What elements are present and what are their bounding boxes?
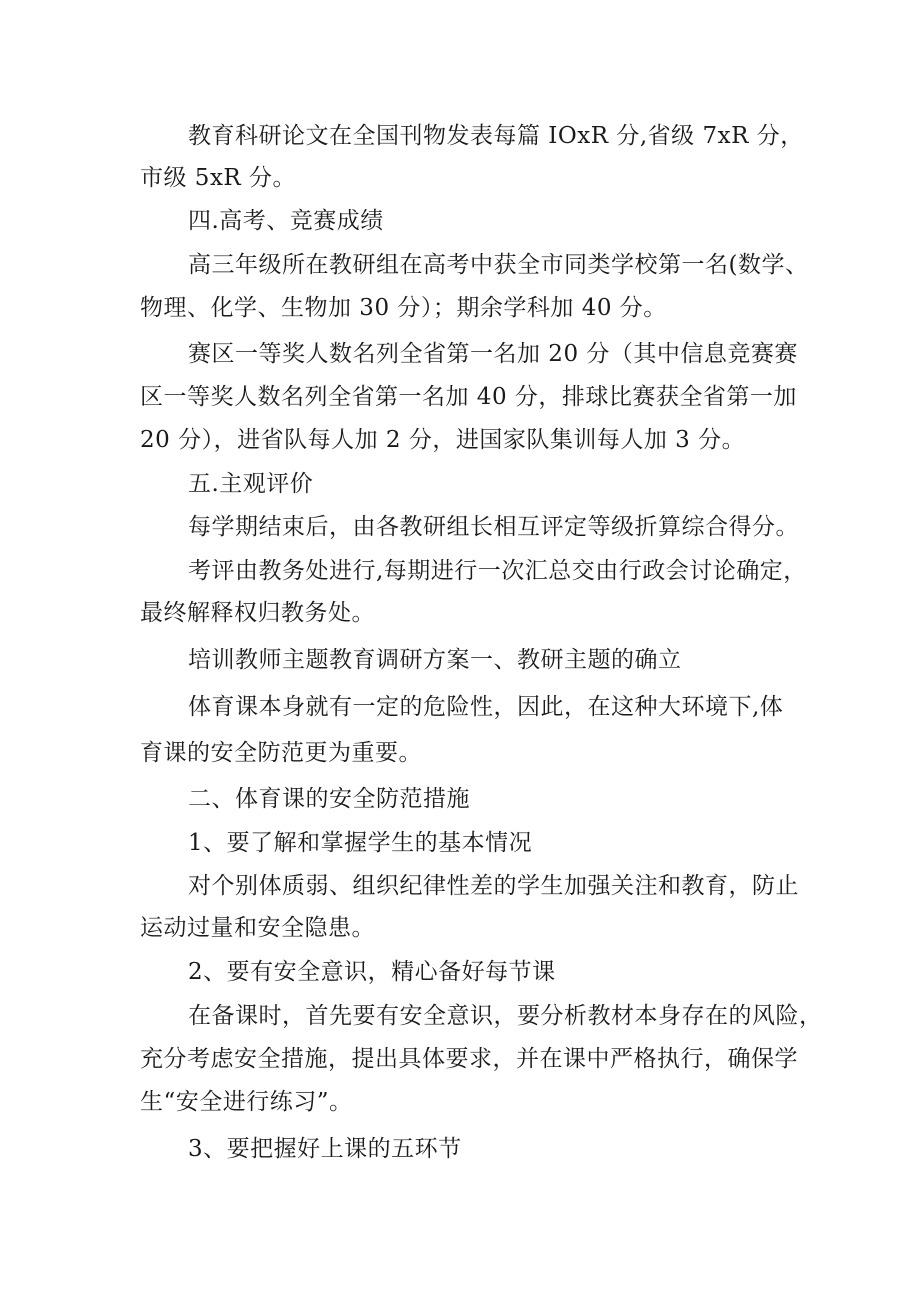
subsection-heading: 2、要有安全意识，精心备好每节课 bbox=[188, 959, 556, 985]
subsection-heading: 3、要把握好上课的五环节 bbox=[188, 1136, 462, 1162]
text-line: 区一等奖人数名列全省第一名加 40 分，排球比赛获全省第一加 bbox=[140, 384, 797, 410]
text-line: 运动过量和安全隐患。 bbox=[140, 915, 375, 941]
text-line: 育课的安全防范更为重要。 bbox=[140, 740, 422, 766]
text-line: 在备课时，首先要有安全意识，要分析教材本身存在的风险， bbox=[188, 1003, 823, 1029]
section-heading: 二、体育课的安全防范措施 bbox=[188, 786, 470, 812]
section-heading: 四.高考、竞赛成绩 bbox=[188, 208, 384, 234]
text-line: 充分考虑安全措施，提出具体要求，并在课中严格执行，确保学 bbox=[140, 1046, 798, 1072]
text-line: 考评由教务处进行,每期进行一次汇总交由行政会讨论确定， bbox=[188, 558, 807, 584]
text-line: 教育科研论文在全国刊物发表每篇 IOxR 分,省级 7xR 分， bbox=[188, 123, 804, 149]
text-line: 物理、化学、生物加 30 分）；期余学科加 40 分。 bbox=[140, 295, 667, 321]
text-line: 高三年级所在教研组在高考中获全市同类学校第一名(数学、 bbox=[188, 252, 809, 278]
text-line: 20 分），进省队每人加 2 分，进国家队集训每人加 3 分。 bbox=[140, 427, 746, 453]
text-line: 市级 5xR 分。 bbox=[140, 165, 297, 191]
section-heading: 五.主观评价 bbox=[188, 471, 314, 497]
text-line: 赛区一等奖人数名列全省第一名加 20 分（其中信息竞赛赛 bbox=[188, 341, 798, 367]
text-line: 生“安全进行练习”。 bbox=[140, 1089, 353, 1115]
text-line: 最终解释权归教务处。 bbox=[140, 600, 375, 626]
section-heading: 培训教师主题教育调研方案一、教研主题的确立 bbox=[188, 647, 682, 673]
text-line: 对个别体质弱、组织纪律性差的学生加强关注和教育，防止 bbox=[188, 873, 799, 899]
text-line: 每学期结束后，由各教研组长相互评定等级折算综合得分。 bbox=[188, 514, 799, 540]
text-line: 体育课本身就有一定的危险性，因此，在这种大环境下,体 bbox=[188, 694, 784, 720]
subsection-heading: 1、要了解和掌握学生的基本情况 bbox=[188, 830, 533, 856]
